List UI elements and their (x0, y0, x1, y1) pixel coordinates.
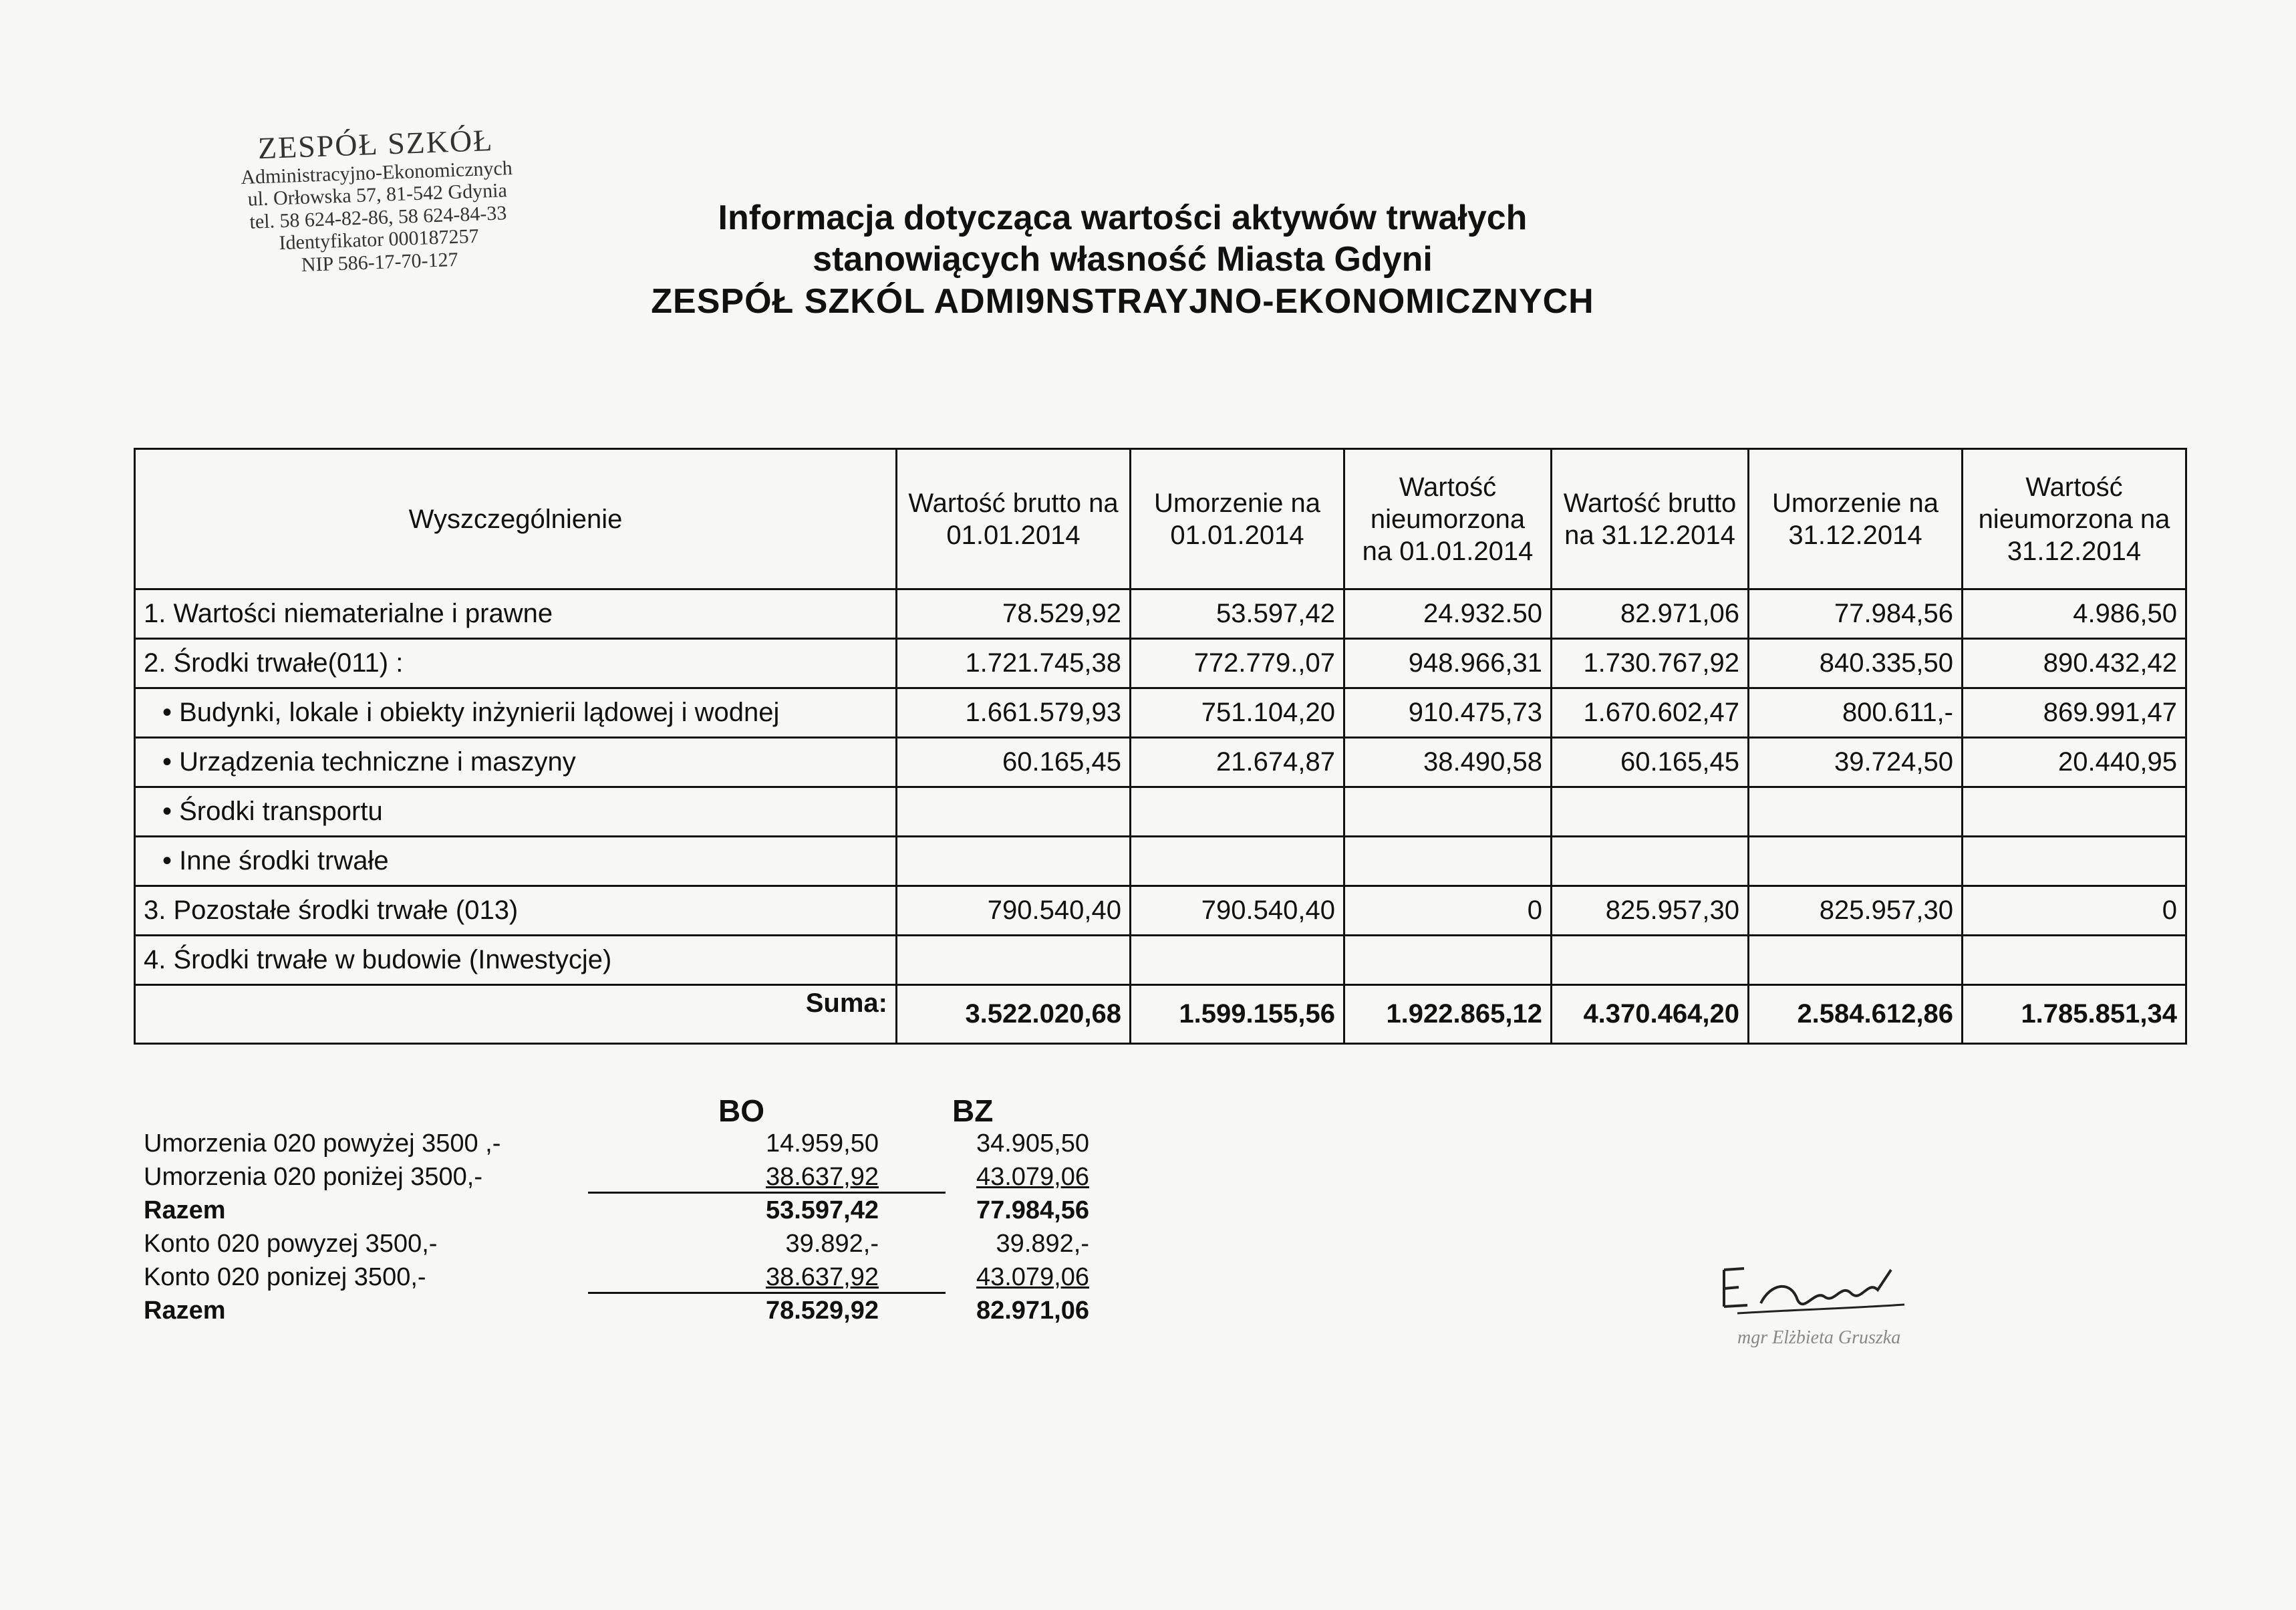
row-label: 3. Pozostałe środki trwałe (013) (135, 886, 897, 936)
cell-net-end: 20.440,95 (1963, 738, 2186, 787)
sum-gross-end: 4.370.464,20 (1552, 985, 1749, 1044)
cell-depreciation-start: 21.674,87 (1131, 738, 1344, 787)
cell-net-start (1344, 787, 1552, 837)
row-label: • Środki transportu (135, 787, 897, 837)
sum-depreciation-end: 2.584.612,86 (1749, 985, 1963, 1044)
cell-gross-end: 1.730.767,92 (1552, 639, 1749, 688)
cell-depreciation-end (1749, 936, 1963, 985)
cell-net-start: 948.966,31 (1344, 639, 1552, 688)
bo-header: BO (718, 1093, 764, 1128)
summary-underline (588, 1192, 946, 1194)
cell-net-end (1963, 936, 2186, 985)
title-line-3: ZESPÓŁ SZKÓL ADMI9NSTRAYJNO-EKONOMICZNYCH (651, 281, 1594, 321)
table-row (135, 837, 2186, 886)
summary-bz: 82.971,06 (976, 1297, 1089, 1325)
header-description: Wyszczególnienie (135, 449, 897, 589)
stamp-line-4: Identyfikator 000187257 (279, 225, 480, 255)
table-row (135, 936, 2186, 985)
cell-net-end (1963, 837, 2186, 886)
school-stamp (168, 120, 587, 281)
summary-bz: 43.079,06 (976, 1263, 1089, 1291)
cell-depreciation-start: 53.597,42 (1131, 589, 1344, 639)
table-row (135, 886, 2186, 936)
cell-gross-start: 60.165,45 (897, 738, 1131, 787)
summary-bo: 38.637,92 (765, 1263, 879, 1291)
cell-gross-end: 82.971,06 (1552, 589, 1749, 639)
row-label: 2. Środki trwałe(011) : (135, 639, 897, 688)
summary-bz: 77.984,56 (976, 1196, 1089, 1224)
summary-bz: 39.892,- (996, 1230, 1089, 1258)
cell-net-end: 869.991,47 (1963, 688, 2186, 738)
assets-table (134, 448, 2187, 1045)
cell-depreciation-end (1749, 787, 1963, 837)
cell-gross-start (897, 837, 1131, 886)
cell-gross-end: 825.957,30 (1552, 886, 1749, 936)
document-title (588, 197, 1657, 322)
table-row (135, 688, 2186, 738)
row-label: 1. Wartości niematerialne i prawne (135, 589, 897, 639)
cell-gross-start: 78.529,92 (897, 589, 1131, 639)
stamp-line-3: tel. 58 624-82-86, 58 624-84-33 (249, 201, 507, 233)
table-header-row (135, 449, 2186, 589)
cell-gross-start: 790.540,40 (897, 886, 1131, 936)
summary-label: Umorzenia 020 poniżej 3500,- (144, 1163, 482, 1191)
cell-gross-start: 1.661.579,93 (897, 688, 1131, 738)
sum-net-start: 1.922.865,12 (1344, 985, 1552, 1044)
table-row (135, 738, 2186, 787)
cell-net-start: 0 (1344, 886, 1552, 936)
cell-depreciation-start (1131, 837, 1344, 886)
bz-header: BZ (952, 1093, 994, 1128)
header-net-end: Wartość nieumorzona na 31.12.2014 (1963, 449, 2186, 589)
cell-net-start (1344, 837, 1552, 886)
cell-gross-end: 60.165,45 (1552, 738, 1749, 787)
cell-depreciation-start (1131, 787, 1344, 837)
cell-depreciation-end: 800.611,- (1749, 688, 1963, 738)
header-depreciation-end: Umorzenie na 31.12.2014 (1749, 449, 1963, 589)
cell-gross-end (1552, 936, 1749, 985)
summary-label: Konto 020 powyzej 3500,- (144, 1230, 438, 1258)
row-label: • Budynki, lokale i obiekty inżynierii lądowej i wodnej (135, 688, 897, 738)
header-depreciation-start: Umorzenie na 01.01.2014 (1131, 449, 1344, 589)
cell-net-end (1963, 787, 2186, 837)
row-label: 4. Środki trwałe w budowie (Inwestycje) (135, 936, 897, 985)
summary-bo: 53.597,42 (765, 1196, 879, 1224)
summary-bo: 14.959,50 (765, 1129, 879, 1158)
summary-label: Umorzenia 020 powyżej 3500 ,- (144, 1129, 501, 1158)
cell-net-end: 4.986,50 (1963, 589, 2186, 639)
summary-bo: 39.892,- (785, 1230, 879, 1258)
header-gross-start: Wartość brutto na 01.01.2014 (897, 449, 1131, 589)
cell-depreciation-end: 840.335,50 (1749, 639, 1963, 688)
stamp-name: ZESPÓŁ SZKÓŁ (257, 122, 494, 166)
cell-gross-start: 1.721.745,38 (897, 639, 1131, 688)
cell-net-start (1344, 936, 1552, 985)
cell-net-start: 38.490,58 (1344, 738, 1552, 787)
cell-net-start: 910.475,73 (1344, 688, 1552, 738)
summary-bz: 34.905,50 (976, 1129, 1089, 1158)
summary-label: Razem (144, 1297, 226, 1325)
cell-net-end: 0 (1963, 886, 2186, 936)
cell-depreciation-start (1131, 936, 1344, 985)
stamp-line-5: NIP 586-17-70-127 (301, 248, 459, 276)
cell-depreciation-end: 39.724,50 (1749, 738, 1963, 787)
header-net-start: Wartość nieumorzona na 01.01.2014 (1344, 449, 1552, 589)
table-sum-row (135, 985, 2186, 1044)
header-gross-end: Wartość brutto na 31.12.2014 (1552, 449, 1749, 589)
summary-bo: 38.637,92 (765, 1163, 879, 1191)
table-row (135, 787, 2186, 837)
sum-depreciation-start: 1.599.155,56 (1131, 985, 1344, 1044)
summary-label: Konto 020 ponizej 3500,- (144, 1263, 426, 1291)
summary-bz: 43.079,06 (976, 1163, 1089, 1191)
cell-gross-start (897, 787, 1131, 837)
cell-net-end: 890.432,42 (1963, 639, 2186, 688)
summary-label: Razem (144, 1196, 226, 1224)
stamp-line-2: ul. Orłowska 57, 81-542 Gdynia (247, 179, 508, 211)
table-row (135, 639, 2186, 688)
cell-gross-end (1552, 837, 1749, 886)
cell-depreciation-start: 790.540,40 (1131, 886, 1344, 936)
cell-depreciation-end: 77.984,56 (1749, 589, 1963, 639)
sum-net-end: 1.785.851,34 (1963, 985, 2186, 1044)
summary-bo: 78.529,92 (765, 1297, 879, 1325)
signature-icon (1697, 1243, 1951, 1350)
cell-depreciation-start: 772.779.,07 (1131, 639, 1344, 688)
table-row (135, 589, 2186, 639)
signature (1697, 1243, 1951, 1350)
cell-gross-end (1552, 787, 1749, 837)
row-label: • Inne środki trwałe (135, 837, 897, 886)
stamp-line-1: Administracyjno-Ekonomicznych (240, 156, 513, 188)
cell-gross-end: 1.670.602,47 (1552, 688, 1749, 738)
cell-depreciation-end: 825.957,30 (1749, 886, 1963, 936)
title-line-1: Informacja dotycząca wartości aktywów trwałych (718, 198, 1528, 237)
cell-net-start: 24.932.50 (1344, 589, 1552, 639)
cell-depreciation-end (1749, 837, 1963, 886)
cell-gross-start (897, 936, 1131, 985)
sum-gross-start: 3.522.020,68 (897, 985, 1131, 1044)
row-label: • Urządzenia techniczne i maszyny (135, 738, 897, 787)
cell-depreciation-start: 751.104,20 (1131, 688, 1344, 738)
title-line-2: stanowiących własność Miasta Gdyni (813, 240, 1433, 279)
sum-label: Suma: (135, 985, 897, 1044)
summary-underline (588, 1292, 946, 1294)
signature-caption: mgr Elżbieta Gruszka (1737, 1327, 1901, 1348)
